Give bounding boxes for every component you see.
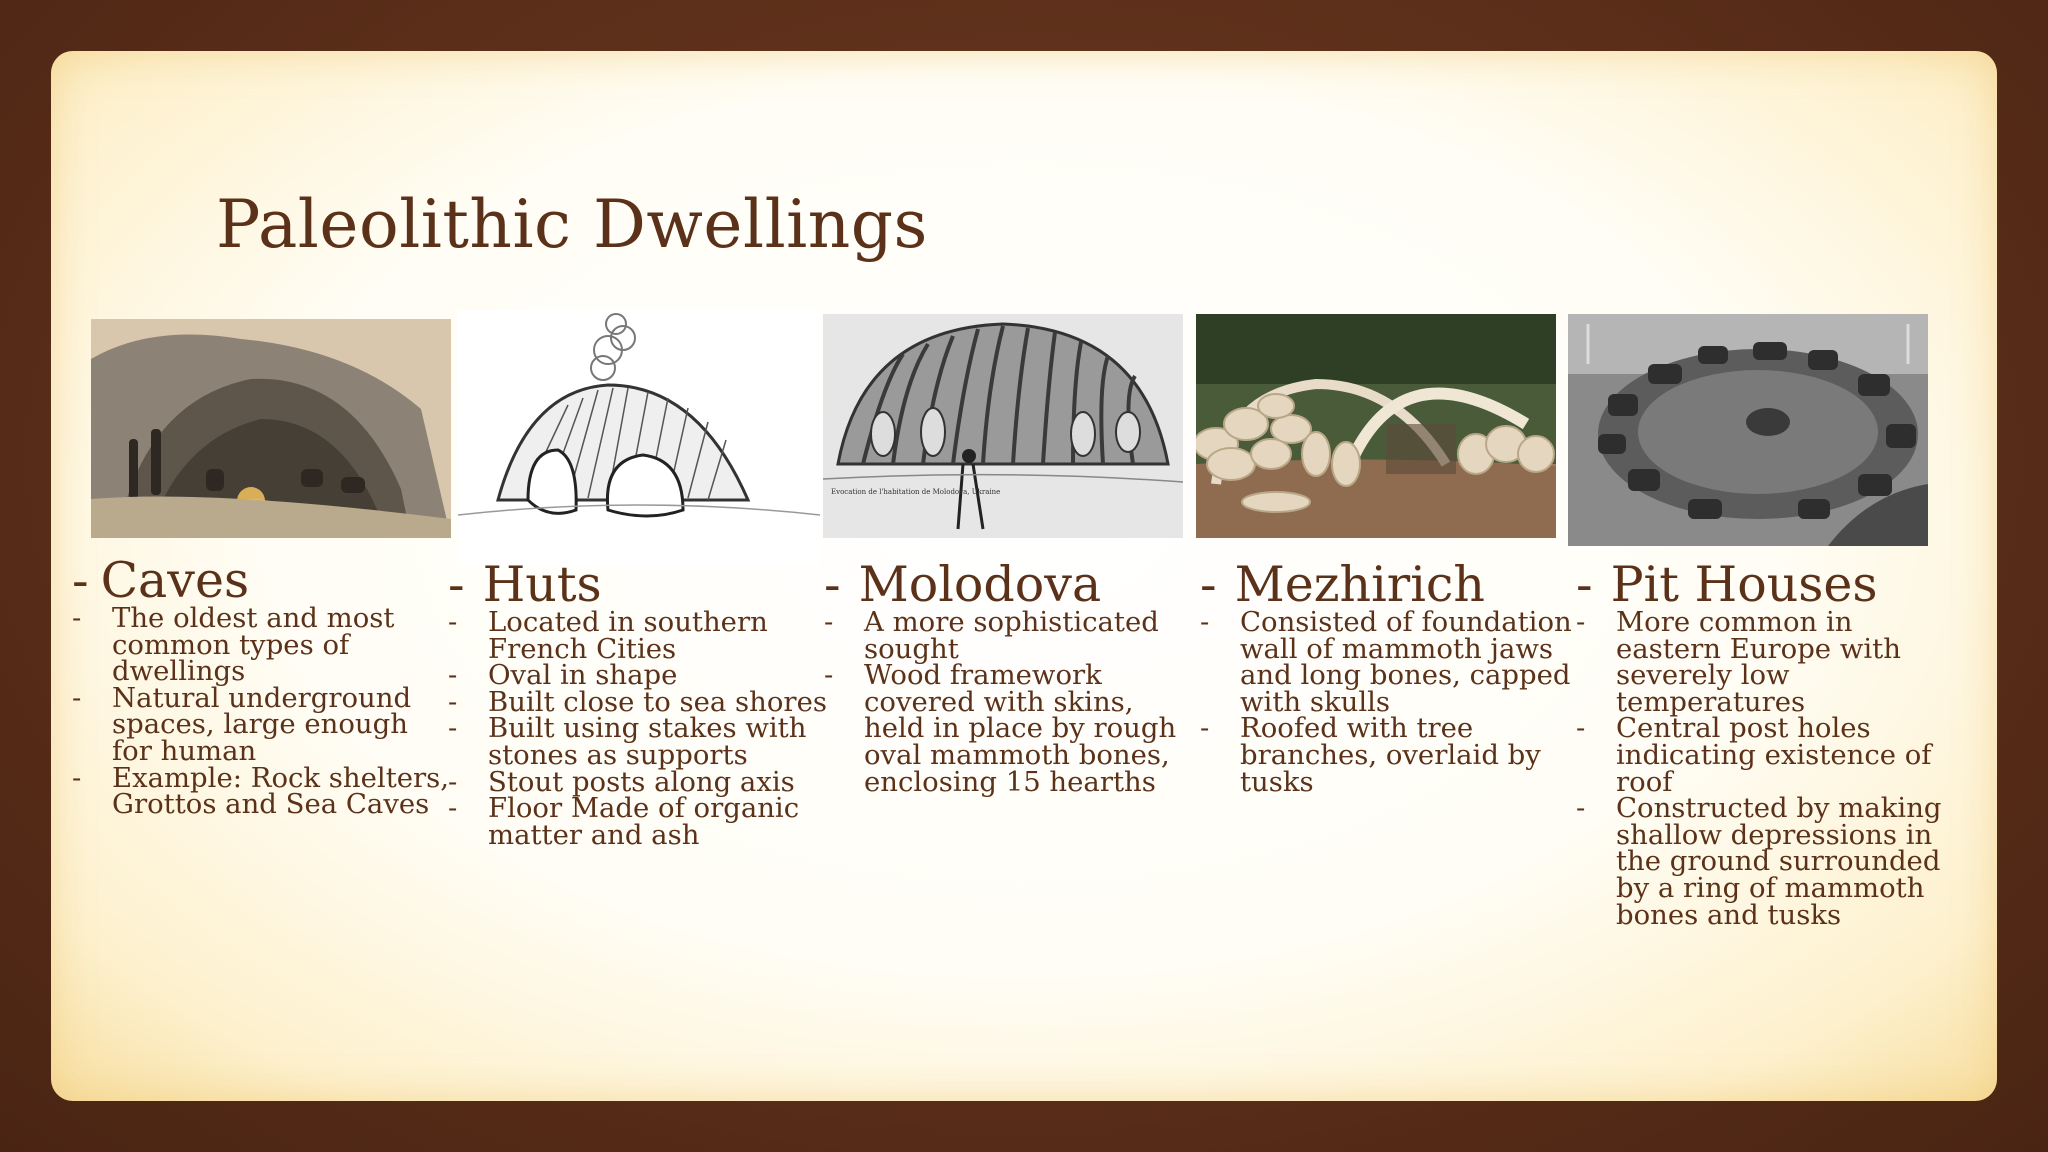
caves-bullet: - Example: Rock shelters, Grottos and Sea Caves xyxy=(72,761,450,821)
cave-scene-illustration-icon xyxy=(91,319,451,538)
caves-bullet: - Natural underground spaces, large enough for human xyxy=(72,681,412,767)
heading-dash: - xyxy=(1200,556,1217,613)
mezhirich-heading-label: Mezhirich xyxy=(1234,556,1485,613)
molodova-bullet: - A more sophisticated sought xyxy=(824,606,1159,665)
huts-bullet: - Built close to sea shores xyxy=(448,685,827,718)
heading-dash: - xyxy=(824,556,841,613)
pit-houses-bullets xyxy=(1576,606,1948,931)
mezhirich-bullet: - Consisted of foundation wall of mammoth jaws and long bones, capped with skulls xyxy=(1200,606,1572,718)
caves-heading xyxy=(72,553,249,609)
heading-dash: - xyxy=(448,556,465,613)
mezhirich-heading xyxy=(1200,557,1485,613)
caves-bullet: - The oldest and most common types of dwellings xyxy=(72,602,395,688)
molodova-dwelling-image xyxy=(823,314,1183,538)
molodova-image-caption: Evocation de l'habitation de Molodova, Ukraine xyxy=(831,488,1001,496)
huts-bullet: - Floor Made of organic matter and ash xyxy=(448,792,800,851)
slide-title: Paleolithic Dwellings xyxy=(216,186,928,263)
mammoth-bone-hut-image xyxy=(1196,314,1556,538)
pit-house-image xyxy=(1568,314,1928,546)
huts-bullets xyxy=(448,606,828,851)
hut-sketch-illustration-icon xyxy=(458,310,820,566)
molodova-heading-label: Molodova xyxy=(858,556,1102,613)
mezhirich-bullet: - Roofed with tree branches, overlaid by tusks xyxy=(1200,712,1541,798)
pit-houses-bullet: - More common in eastern Europe with severely low temperatures xyxy=(1576,606,1901,718)
huts-heading-label: Huts xyxy=(482,556,602,613)
huts-heading xyxy=(448,557,602,613)
huts-bullet: - Located in southern French Cities xyxy=(448,606,768,665)
pit-house-excavation-photo-icon xyxy=(1568,314,1928,546)
heading-dash: - xyxy=(1576,556,1593,613)
pit-houses-bullet: - Constructed by making shallow depressions in the ground surrounded by a ring of mammoth bones and tusks xyxy=(1576,792,1942,931)
pit-houses-heading-label: Pit Houses xyxy=(1610,556,1878,613)
molodova-bullet: - Wood framework covered with skins, held in place by rough oval mammoth bones, enclosing 15 hearths xyxy=(824,659,1177,798)
huts-bullet: - Stout posts along axis xyxy=(448,765,795,798)
molodova-heading xyxy=(824,557,1101,613)
huts-bullet: - Built using stakes with stones as supports xyxy=(448,712,807,771)
pit-houses-heading xyxy=(1576,557,1878,613)
heading-dash: - xyxy=(72,552,89,609)
pit-houses-bullet: - Central post holes indicating existence of roof xyxy=(1576,712,1932,798)
caves-bullets xyxy=(72,602,450,821)
molodova-bullets xyxy=(824,606,1196,798)
mammoth-bone-hut-photo-icon xyxy=(1196,314,1556,538)
huts-bullet: - Oval in shape xyxy=(448,659,678,692)
caves-heading-label: Caves xyxy=(100,552,250,609)
molodova-dwelling-illustration-icon xyxy=(823,314,1183,538)
cave-scene-image xyxy=(91,319,451,538)
hut-sketch-image xyxy=(458,310,820,566)
mezhirich-bullets xyxy=(1200,606,1572,798)
